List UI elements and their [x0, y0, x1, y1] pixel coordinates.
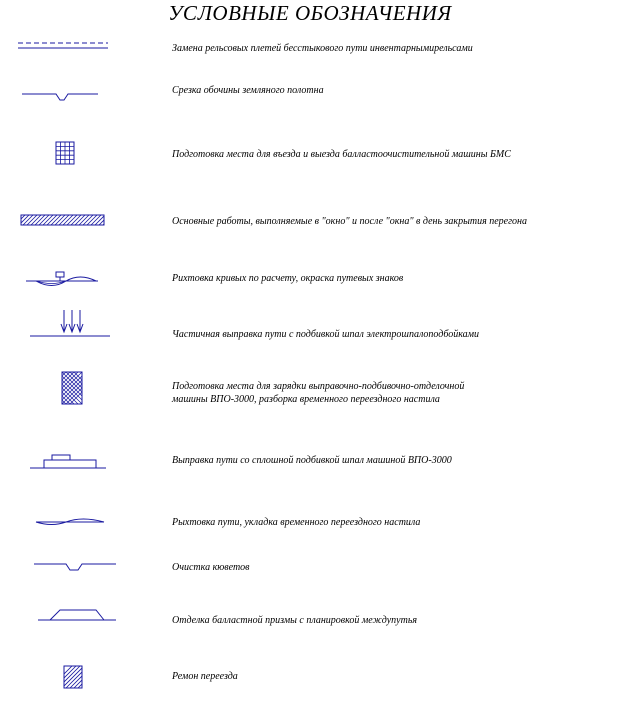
grid-square-icon [0, 140, 150, 180]
legend-label: Замена рельсовых плетей бесстыкового пути инвентарнымирельсами [172, 43, 473, 54]
wavy-line-icon [0, 510, 150, 550]
legend-label: Срезка обочины земляного полотна [172, 85, 324, 96]
legend-label: Частичная выправка пути с подбивкой шпал электрошпалоподбойками [172, 329, 480, 340]
legend-label: Отделка балластной призмы с планировкой междупутья [172, 615, 418, 626]
legend-label: Выправка пути со сплошной подбивкой шпал машиной ВПО-3000 [172, 455, 452, 466]
legend-label: Ремон переезда [172, 671, 238, 682]
legend-label: Очистка кюветов [172, 562, 250, 573]
crosshatched-box-icon [0, 372, 150, 412]
hatched-bar-icon [0, 212, 150, 252]
hatched-square-icon [0, 664, 150, 704]
legend-label: Основные работы, выполняемые в "окно" и после "окна" в день закрытия перегона [172, 216, 527, 227]
dashed-double-line-icon [0, 36, 150, 76]
page-title: УСЛОВНЫЕ ОБОЗНАЧЕНИЯ [168, 1, 452, 25]
ditch-line-icon [0, 556, 150, 596]
trapezoid-prism-icon [0, 604, 150, 644]
legend-label: Рыхтовка пути, укладка временного переездного настила [172, 517, 421, 528]
legend-label: Подготовка места для зарядки выправочно-подбивочно-отделочной машины ВПО-3000, разборка временного переездного настила [172, 381, 465, 405]
legend-label: Подготовка места для въезда и выезда балластоочистительной машины БМС [172, 149, 511, 160]
tamping-arrows-icon [0, 308, 150, 348]
notched-line-icon [0, 80, 150, 120]
raised-platform-line-icon [0, 448, 150, 488]
wavy-track-with-marker-icon [0, 268, 150, 308]
legend-label: Рихтовка кривых по расчету, окраска путевых знаков [172, 273, 404, 284]
